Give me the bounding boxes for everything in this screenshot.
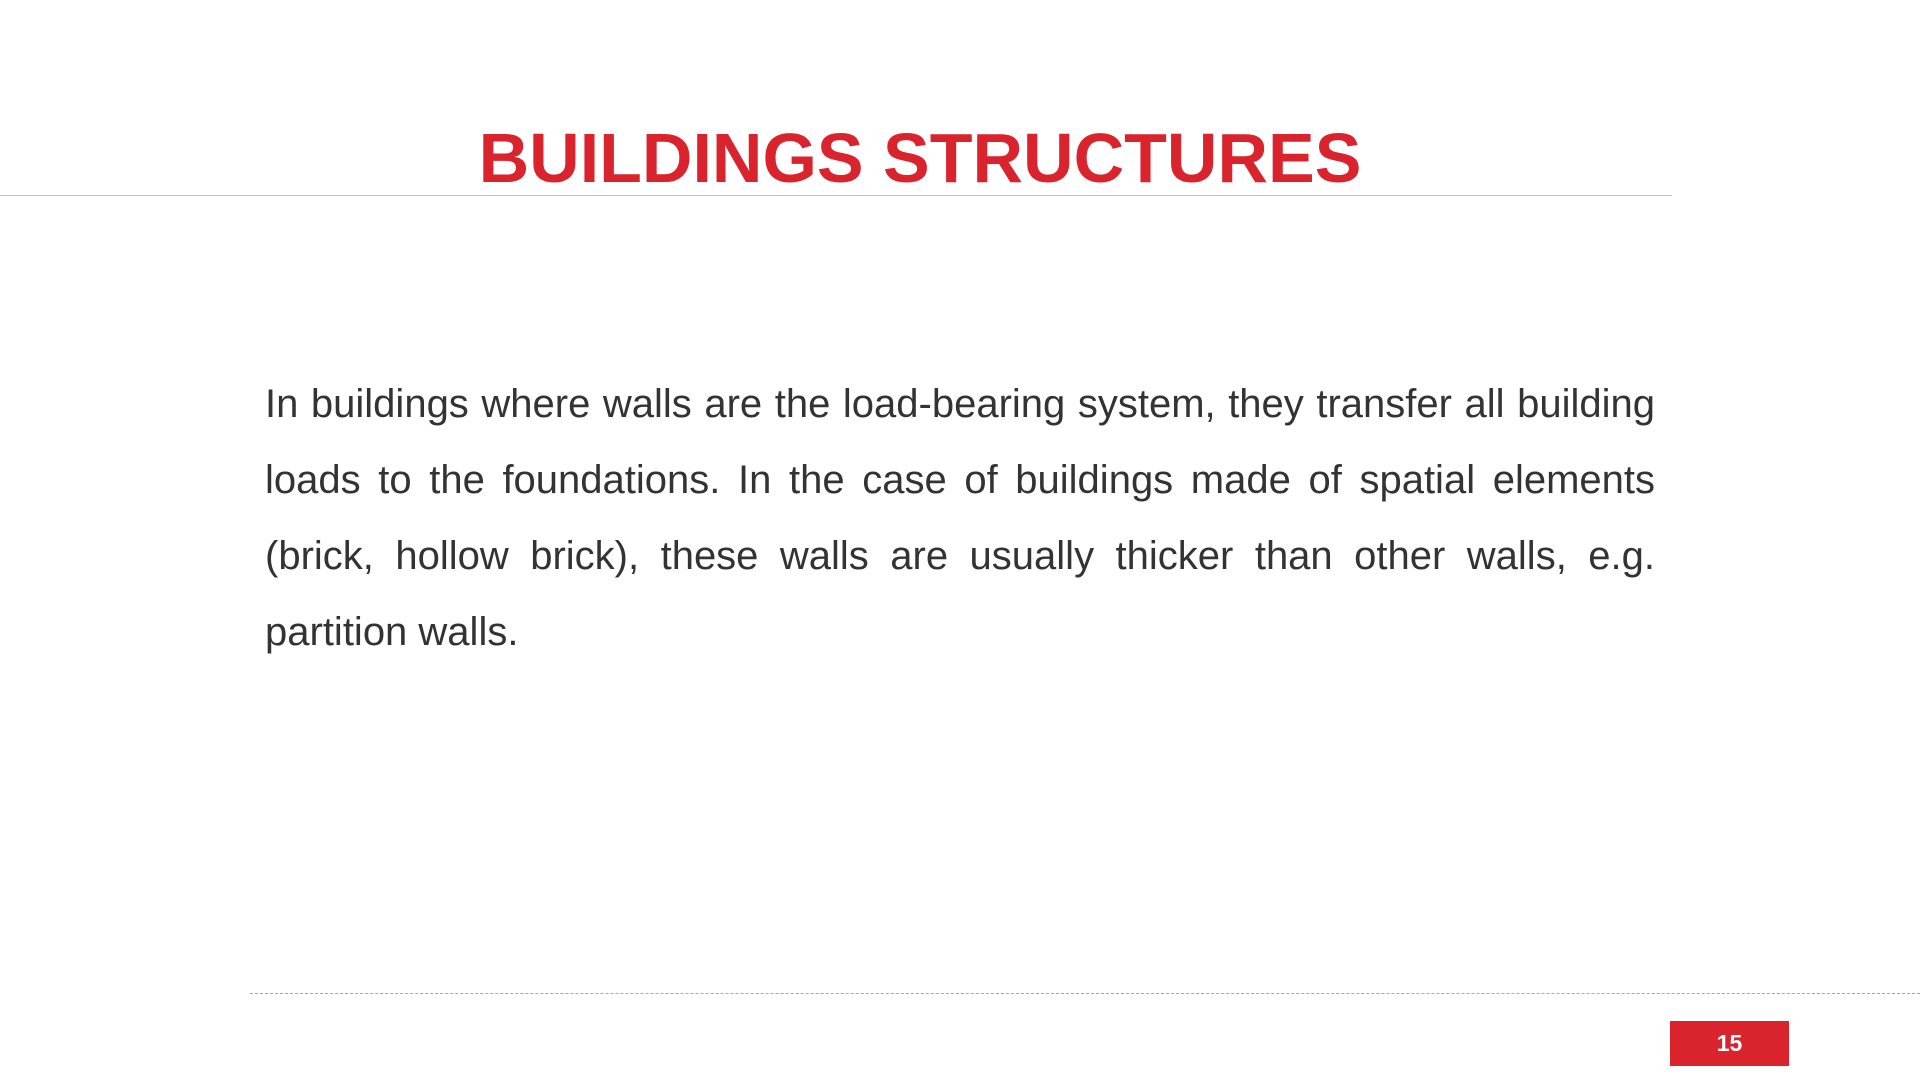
title-divider — [0, 195, 1672, 196]
page-number-badge: 15 — [1670, 1021, 1789, 1066]
slide-body-paragraph: In buildings where walls are the load-bearing system, they transfer all building loads to the foundations. In the case of buildings made of spatial elements (brick, hollow brick), these walls are usually thicker than other walls, e.g. partition walls. — [265, 382, 1655, 654]
footer-divider — [250, 993, 1920, 994]
slide-title: BUILDINGS STRUCTURES — [478, 119, 1362, 197]
